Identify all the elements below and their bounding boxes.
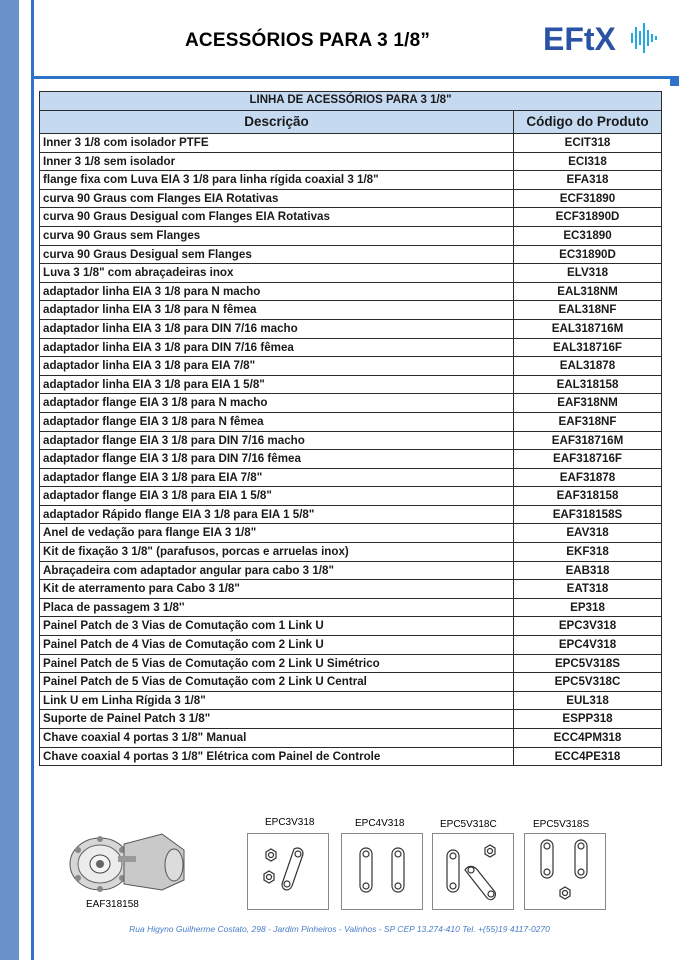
logo-wordmark: EFtX [543, 21, 616, 57]
table-row [40, 338, 662, 357]
accessories-table [39, 91, 662, 766]
eftx-logo [543, 19, 661, 57]
table-row [40, 729, 662, 748]
product-description: adaptador Rápido flange EIA 3 1/8 para EIA 1 5/8" [40, 505, 514, 524]
table-row [40, 598, 662, 617]
table-row [40, 319, 662, 338]
product-description: Painel Patch de 5 Vias de Comutação com 2 Link U Central [40, 673, 514, 692]
patch-panel-drawing-epc4v318 [341, 833, 423, 910]
table-row [40, 357, 662, 376]
product-description: curva 90 Graus Desigual com Flanges EIA Rotativas [40, 208, 514, 227]
product-code: EAF31878 [514, 468, 662, 487]
product-description: adaptador linha EIA 3 1/8 para EIA 7/8" [40, 357, 514, 376]
table-row [40, 245, 662, 264]
product-code: ESPP318 [514, 710, 662, 729]
product-code: ECC4PM318 [514, 729, 662, 748]
product-description: curva 90 Graus Desigual sem Flanges [40, 245, 514, 264]
patch-panel-drawing-epc3v318 [247, 833, 329, 910]
product-code: EKF318 [514, 543, 662, 562]
product-code: EAT318 [514, 580, 662, 599]
product-code: ECF31890 [514, 189, 662, 208]
product-description: Chave coaxial 4 portas 3 1/8" Elétrica com Painel de Controle [40, 747, 514, 766]
product-description: adaptador linha EIA 3 1/8 para DIN 7/16 fêmea [40, 338, 514, 357]
product-description: adaptador flange EIA 3 1/8 para DIN 7/16 fêmea [40, 450, 514, 469]
product-description: adaptador flange EIA 3 1/8 para EIA 1 5/8" [40, 487, 514, 506]
product-description: Kit de aterramento para Cabo 3 1/8" [40, 580, 514, 599]
panel-label-epc5v318c: EPC5V318C [440, 819, 497, 830]
product-code: EAL318NF [514, 301, 662, 320]
product-code: EPC5V318S [514, 654, 662, 673]
product-description: Inner 3 1/8 com isolador PTFE [40, 134, 514, 153]
product-code: EPC3V318 [514, 617, 662, 636]
panel-label-epc3v318: EPC3V318 [265, 817, 315, 828]
product-description: Luva 3 1/8" com abraçadeiras inox [40, 264, 514, 283]
product-code: EAL318716M [514, 319, 662, 338]
product-code: ECC4PE318 [514, 747, 662, 766]
product-code: EAL318NM [514, 282, 662, 301]
footer-address: Rua Higyno Guilherme Costato, 298 - Jardim Pinheiros - Valinhos - SP CEP 13.274-410 Tel. +(55)19 4117-0270 [129, 924, 550, 934]
product-description: Suporte de Painel Patch 3 1/8" [40, 710, 514, 729]
table-row [40, 561, 662, 580]
patch-panel-drawing-epc5v318c [432, 833, 514, 910]
product-code: EPC4V318 [514, 636, 662, 655]
product-code: ECF31890D [514, 208, 662, 227]
header-rule-end-square [670, 77, 679, 86]
column-header-product-code: Código do Produto [514, 111, 662, 134]
table-caption: LINHA DE ACESSÓRIOS PARA 3 1/8" [40, 92, 662, 111]
table-row [40, 543, 662, 562]
product-description: Abraçadeira com adaptador angular para cabo 3 1/8" [40, 561, 514, 580]
table-row [40, 264, 662, 283]
table-row [40, 468, 662, 487]
product-photo-label: EAF318158 [86, 899, 139, 910]
table-row [40, 617, 662, 636]
product-code: ECI318 [514, 152, 662, 171]
table-row [40, 524, 662, 543]
left-accent-line [31, 0, 34, 960]
table-row [40, 505, 662, 524]
product-code: ELV318 [514, 264, 662, 283]
left-decorative-band [0, 0, 19, 960]
panel-label-epc4v318: EPC4V318 [355, 818, 405, 829]
table-row [40, 412, 662, 431]
product-description: adaptador linha EIA 3 1/8 para N fêmea [40, 301, 514, 320]
table-row [40, 654, 662, 673]
product-code: EAV318 [514, 524, 662, 543]
table-row [40, 580, 662, 599]
product-code: EAF318716F [514, 450, 662, 469]
product-description: Painel Patch de 3 Vias de Comutação com 1 Link U [40, 617, 514, 636]
product-code: EC31890D [514, 245, 662, 264]
table-row [40, 747, 662, 766]
product-description: Kit de fixação 3 1/8" (parafusos, porcas e arruelas inox) [40, 543, 514, 562]
product-description: Link U em Linha Rígida 3 1/8" [40, 691, 514, 710]
product-description: adaptador flange EIA 3 1/8 para N macho [40, 394, 514, 413]
table-row [40, 301, 662, 320]
product-code: EAF318NM [514, 394, 662, 413]
table-row [40, 189, 662, 208]
product-code: EUL318 [514, 691, 662, 710]
product-code: EAL318716F [514, 338, 662, 357]
product-description: adaptador linha EIA 3 1/8 para N macho [40, 282, 514, 301]
product-description: Placa de passagem 3 1/8'' [40, 598, 514, 617]
panel-label-epc5v318s: EPC5V318S [533, 819, 590, 830]
product-code: EC31890 [514, 226, 662, 245]
table-row [40, 208, 662, 227]
table-row [40, 375, 662, 394]
table-row [40, 282, 662, 301]
header-rule [31, 76, 679, 79]
table-row [40, 226, 662, 245]
logo-waveform-icon [631, 23, 657, 53]
product-description: adaptador linha EIA 3 1/8 para EIA 1 5/8" [40, 375, 514, 394]
product-description: adaptador flange EIA 3 1/8 para N fêmea [40, 412, 514, 431]
product-code: EAF318NF [514, 412, 662, 431]
product-code: ECIT318 [514, 134, 662, 153]
table-row [40, 691, 662, 710]
product-code: EAF318158 [514, 487, 662, 506]
product-description: Anel de vedação para flange EIA 3 1/8" [40, 524, 514, 543]
product-code: EAL318158 [514, 375, 662, 394]
table-row [40, 673, 662, 692]
product-code: EP318 [514, 598, 662, 617]
page-title: ACESSÓRIOS PARA 3 1/8” [185, 30, 431, 51]
product-photo-eaf318158 [62, 820, 192, 900]
table-row [40, 450, 662, 469]
table-row [40, 487, 662, 506]
table-row [40, 431, 662, 450]
table-row [40, 636, 662, 655]
product-code: EPC5V318C [514, 673, 662, 692]
product-description: Painel Patch de 5 Vias de Comutação com 2 Link U Simétrico [40, 654, 514, 673]
product-description: Painel Patch de 4 Vias de Comutação com 2 Link U [40, 636, 514, 655]
product-description: adaptador linha EIA 3 1/8 para DIN 7/16 macho [40, 319, 514, 338]
product-description: adaptador flange EIA 3 1/8 para DIN 7/16 macho [40, 431, 514, 450]
product-code: EAF318158S [514, 505, 662, 524]
product-description: flange fixa com Luva EIA 3 1/8 para linha rígida coaxial 3 1/8" [40, 171, 514, 190]
product-code: EAF318716M [514, 431, 662, 450]
table-row [40, 171, 662, 190]
product-description: curva 90 Graus com Flanges EIA Rotativas [40, 189, 514, 208]
product-code: EAL31878 [514, 357, 662, 376]
column-header-description: Descrição [40, 111, 514, 134]
product-code: EFA318 [514, 171, 662, 190]
table-row [40, 152, 662, 171]
product-description: Chave coaxial 4 portas 3 1/8" Manual [40, 729, 514, 748]
patch-panel-drawing-epc5v318s [524, 833, 606, 910]
product-description: Inner 3 1/8 sem isolador [40, 152, 514, 171]
product-description: adaptador flange EIA 3 1/8 para EIA 7/8" [40, 468, 514, 487]
table-row [40, 710, 662, 729]
table-row [40, 134, 662, 153]
product-description: curva 90 Graus sem Flanges [40, 226, 514, 245]
table-row [40, 394, 662, 413]
product-code: EAB318 [514, 561, 662, 580]
